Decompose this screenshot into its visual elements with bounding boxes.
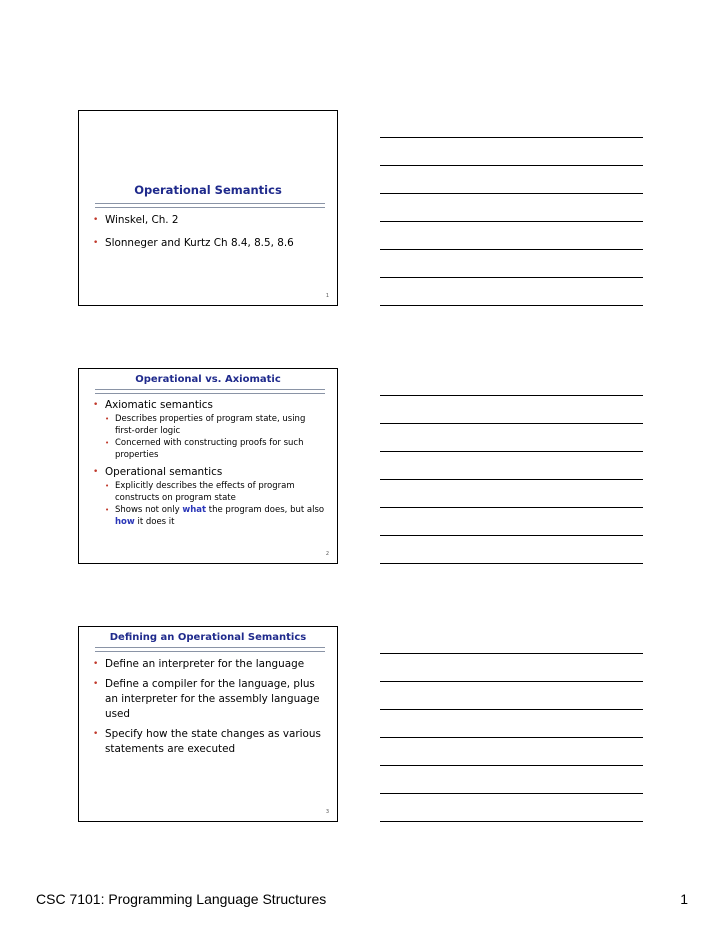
bullet-item: • Axiomatic semantics: [91, 398, 327, 413]
slide-number: 3: [325, 809, 329, 815]
slide-1: [78, 110, 338, 306]
note-line: [380, 507, 643, 508]
bullet-item: • Winskel, Ch. 2: [91, 213, 327, 228]
note-line: [380, 165, 643, 166]
note-line: [380, 765, 643, 766]
bullet-item: • Operational semantics: [91, 465, 327, 480]
slide-title: Operational vs. Axiomatic: [135, 374, 281, 385]
note-line: [380, 535, 643, 536]
bullet-list: [91, 213, 327, 251]
note-line: [380, 821, 643, 822]
note-line: [380, 451, 643, 452]
note-line: [380, 653, 643, 654]
slide-title: Defining an Operational Semantics: [109, 632, 307, 643]
sub-bullet-item: • Concerned with constructing proofs for such properties: [91, 437, 327, 461]
highlight-how: how: [115, 517, 135, 527]
bullet-list: [91, 657, 327, 757]
sub-bullet-item: • Describes properties of program state, using first-order logic: [91, 413, 327, 437]
text-run: Shows not only: [115, 505, 183, 515]
bullet-item: • Slonneger and Kurtz Ch 8.4, 8.5, 8.6: [91, 236, 327, 251]
slide-title: Operational Semantics: [134, 183, 282, 197]
note-line: [380, 737, 643, 738]
slide-2: [78, 368, 338, 564]
slide-number: 1: [325, 293, 329, 299]
title-divider: [95, 647, 325, 652]
slide-3: [78, 626, 338, 822]
bullet-list: [91, 398, 327, 528]
footer-course-title: CSC 7101: Programming Language Structures: [36, 891, 327, 907]
note-line: [380, 793, 643, 794]
title-divider: [95, 203, 325, 208]
text-run: the program does, but also: [206, 505, 325, 515]
note-line: [380, 563, 643, 564]
note-line: [380, 423, 643, 424]
note-line: [380, 709, 643, 710]
note-line: [380, 479, 643, 480]
sub-bullet-item: • Explicitly describes the effects of program constructs on program state: [91, 480, 327, 504]
note-line: [380, 249, 643, 250]
bullet-item: • Define an interpreter for the language: [91, 657, 327, 672]
footer-page-number: 1: [680, 891, 688, 907]
note-line: [380, 137, 643, 138]
highlight-what: what: [182, 505, 207, 515]
note-line: [380, 221, 643, 222]
title-divider: [95, 389, 325, 394]
bullet-item: • Specify how the state changes as various statements are executed: [91, 727, 327, 757]
sub-bullet-item: [91, 504, 327, 528]
note-line: [380, 277, 643, 278]
text-run: it does it: [134, 517, 175, 527]
slide-number: 2: [325, 551, 329, 557]
bullet-item: • Define a compiler for the language, plus an interpreter for the assembly language used: [91, 677, 327, 722]
note-line: [380, 193, 643, 194]
note-line: [380, 681, 643, 682]
note-line: [380, 395, 643, 396]
note-line: [380, 305, 643, 306]
